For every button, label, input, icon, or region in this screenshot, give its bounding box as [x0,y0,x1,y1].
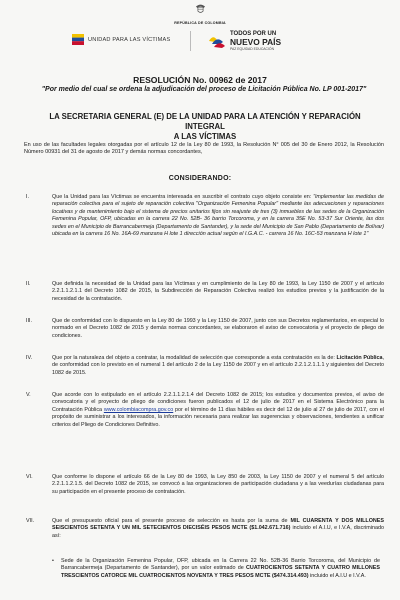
item-body: Que de conformidad con lo dispuesto en la Ley 80 de 1993 y la Ley 1150 de 2007, junto con sus Decretos reglamentarios, en especial lo normado en el Decreto 1082 de 2015 y demás normas concordantes, se elaboraron el aviso de convocatoria y el proyecto de pliego de condiciones. [52,318,384,339]
bullet-text-start: Sede de la Organización Femenina Popular, OFP, ubicada en la Carrera 22 No. 52B-36 Barrio Torcoroma, del Municipio de Barrancabermeja (Departamento de Santander), por un valor estimado de [61,558,380,572]
intro-paragraph: En uso de las facultades legales otorgadas por el artículo 12 de la Ley 80 de 1993, la Resolución N° 005 del 30 de Enero 2012, la Resolución Número 00931 del 31 de agosto de 2017 y demás normas concordantes, [24,142,384,156]
gov-logo-line3: PAZ EQUIDAD EDUCACIÓN [230,47,275,51]
resolution-title: RESOLUCIÓN No. 00962 de 2017 [133,75,267,85]
item-body [52,355,384,377]
item-number: II. [26,281,31,287]
gov-logo-line1: TODOS POR UN [230,31,277,37]
item-body [52,392,384,429]
government-logo [207,31,281,51]
logo-divider [190,31,191,51]
procurement-portal-link[interactable]: www.colombiacompra.gov.co [103,406,174,413]
authority-heading [40,112,370,142]
authority-line-1: LA SECRETARIA GENERAL (E) DE LA UNIDAD PARA LA ATENCIÓN Y REPARACIÓN INTEGRAL [49,112,361,131]
item-bold-text: Licitación Pública [336,355,383,361]
authority-line-2: A LAS VÍCTIMAS [173,132,237,141]
item-number: III. [26,318,32,324]
item-number: V. [26,392,31,398]
item-number: VII. [26,518,35,524]
bullet-bold-text: CUATROCIENTOS SETENTA Y CUATRO MILLONES TRESCIENTOS CATORCE MIL CUATROCIENTOS NOVENTA Y TRES PESOS MCTE ($474.314.493) [61,565,380,579]
top-crest [0,2,400,25]
victim-unit-logo-icon [72,34,84,45]
bullet-text-end: incluido el A.I.U e I.V.A. [308,572,366,579]
item-number: VI. [26,474,33,480]
item-text: Que acorde con lo estipulado en el artículo 2.2.1.1.2.1.4 del Decreto 1082 de 2015; los estudios y documentos previos, el aviso de convocatoria y el proyecto de pliego de condiciones fueron publicados el 12 de julio de 2017 en el Sistema Electrónico para la Contratación Pública [52,392,384,413]
item-body [52,194,384,238]
bullet-text [61,558,380,580]
item-body: Que definida la necesidad de la Unidad para las Víctimas y en cumplimiento de la Ley 80 de 1993, la Ley 1150 de 2007 y el artículo 2.2.1.1.2.1.1 del Decreto 1082 de 2015, la Subdirección de Reparación Colectiva realizó los estudios previos y la justificación de la necesidad de la contratación. [52,281,384,302]
bullet-icon: • [52,558,54,564]
item-bold-text: MIL CUARENTA Y DOS MILLONES SEISCIENTOS SETENTA Y UN MIL SETECIENTOS DIECISÉIS PESOS MCTE ($1.042.671.716) [52,518,384,532]
considerando-heading: CONSIDERANDO: [168,175,232,182]
item-text: Que el presupuesto oficial para el presente proceso de selección es hasta por la suma de [52,518,291,524]
item-text-end: , de conformidad con lo previsto en el numeral 1 del artículo 2 de la Ley 1150 de 2007 y en el artículo 2.2.1.2.1.1.1 y siguientes del Decreto 1082 de 2015. [52,355,385,376]
item-number: IV. [26,355,33,361]
item-body [52,518,384,540]
item-number: I. [26,194,29,200]
item-text: Que por la naturaleza del objeto a contratar, la modalidad de selección que corresponde a esta contratación es la de: [52,355,337,361]
item-body: Que conforme lo dispone el artículo 66 de la Ley 80 de 1993, la Ley 850 de 2003, la Ley 1150 de 2007 y el numeral 5 del artículo 2.2.1.1.2.1.5. del Decreto 1082 de 2015, se convocó a las organizaciones de participación ciudadana y a las veedurías ciudadanas para su participación en el presente proceso de contratación. [52,474,384,495]
victim-unit-logo [72,34,170,45]
item-text-end: incluido el A.I.U, e I.V.A, discriminado así: [52,525,384,539]
resolution-subtitle: "Por medio del cual se ordena la adjudicación del proceso de Licitación Pública No. LP 001-2017" [41,86,367,93]
republic-label: REPÚBLICA DE COLOMBIA [174,21,226,25]
header-logos [72,27,342,57]
colombia-coat-of-arms-icon [194,2,207,15]
nuevo-pais-logo-icon [207,31,227,51]
item-italic-text: "implementar las medidas de reparación colectiva para el sujeto de reparación colectiva "Organización Femenina Popular" mediante las adecuaciones y reparaciones locativas y de mantenimiento bajo el sistema de precios unitarios fijos sin reajuste de tres (3) inmuebles de las sedes de la Organización Femenina Popular, OFP, ubicadas en la carrera 22 No. 52B- 36 barrio Torcoroma, y en la carrera 35E No. 53-37 Sur Oriente, las dos sedes en el Municipio de Barrancabermeja (Departamento de Santander), y la sede del Municipio de San Pablo (Departamento de Bolívar) ubicada en la carrera 16 No. 16A-69 manzana H lote 1 dirección actual según el I.G.A.C. - carrera 16 No. 16C-53 manzana H lote 1" [52,194,384,238]
victim-unit-logo-text: UNIDAD PARA LAS VÍCTIMAS [88,36,171,43]
item-text-end: por el término de 11 días hábiles es decir del 12 de julio al 27 de julio de 2017, con el propósito de suministrar a los interesados, la información necesaria para realizar las sugerencias y observaciones, tendientes a unificar criterios del Pliego de Condiciones Definitivo. [52,406,385,428]
gov-logo-line2: NUEVO PAÍS [230,37,282,47]
item-text: Que la Unidad para las Víctimas se encuentra interesada en suscribir el contrato cuyo objeto consiste en: [52,194,314,200]
